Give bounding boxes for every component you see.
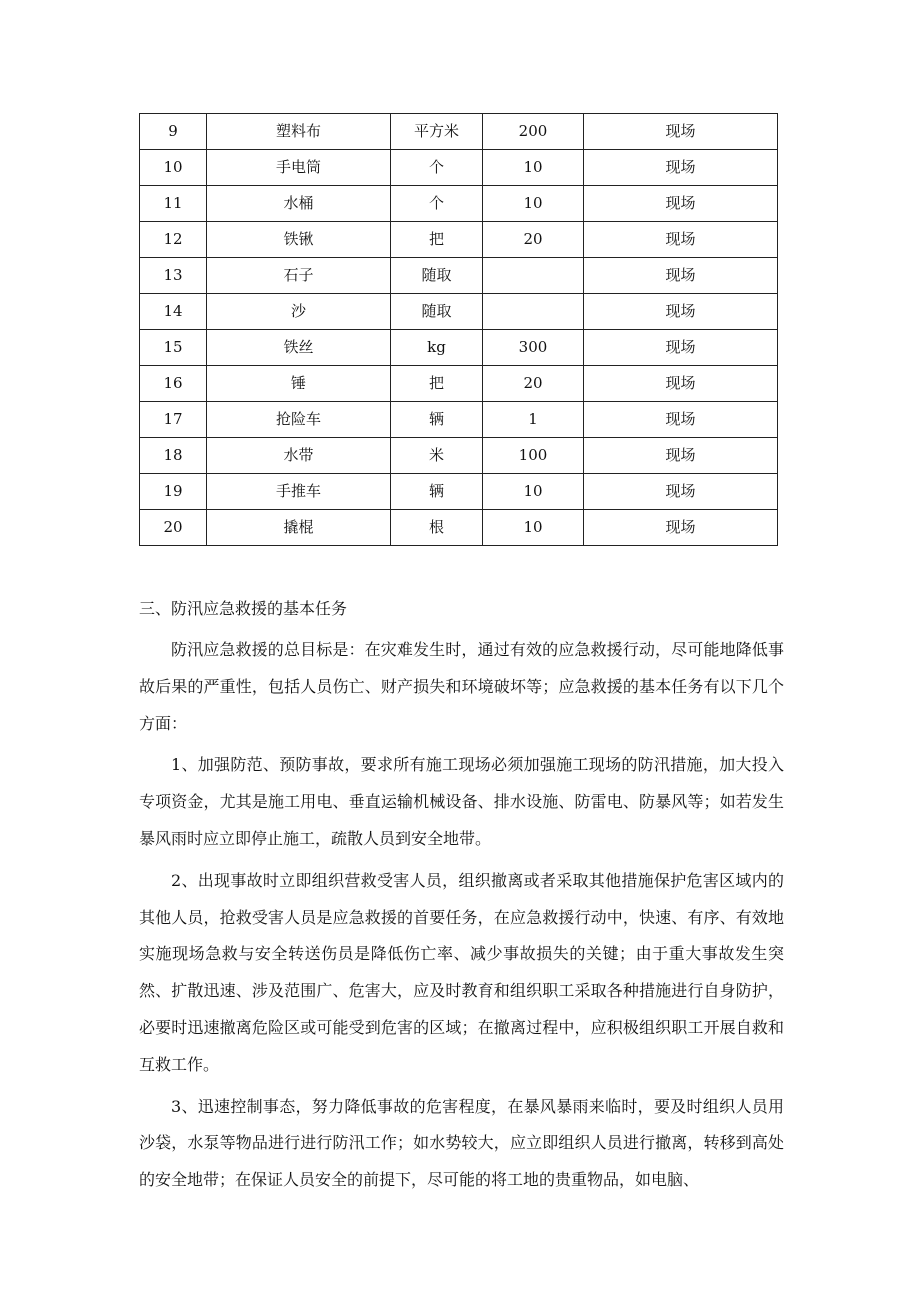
cell-location: 现场 bbox=[584, 114, 778, 150]
cell-unit: 随取 bbox=[391, 258, 483, 294]
cell-item-name: 铁丝 bbox=[207, 330, 391, 366]
cell-unit: 辆 bbox=[391, 402, 483, 438]
cell-item-name: 石子 bbox=[207, 258, 391, 294]
cell-quantity: 20 bbox=[483, 366, 584, 402]
cell-item-name: 手推车 bbox=[207, 474, 391, 510]
table-row bbox=[140, 330, 778, 366]
table-row bbox=[140, 366, 778, 402]
cell-location: 现场 bbox=[584, 510, 778, 546]
cell-quantity: 100 bbox=[483, 438, 584, 474]
table-row bbox=[140, 438, 778, 474]
cell-item-name: 沙 bbox=[207, 294, 391, 330]
cell-location: 现场 bbox=[584, 150, 778, 186]
section-heading: 三、防汛应急救援的基本任务 bbox=[139, 599, 348, 618]
cell-item-name: 铁锹 bbox=[207, 222, 391, 258]
cell-item-name: 水带 bbox=[207, 438, 391, 474]
cell-location: 现场 bbox=[584, 258, 778, 294]
cell-number: 12 bbox=[140, 222, 207, 258]
cell-location: 现场 bbox=[584, 402, 778, 438]
cell-location: 现场 bbox=[584, 222, 778, 258]
cell-location: 现场 bbox=[584, 186, 778, 222]
cell-location: 现场 bbox=[584, 438, 778, 474]
cell-number: 17 bbox=[140, 402, 207, 438]
cell-unit: 米 bbox=[391, 438, 483, 474]
cell-quantity: 10 bbox=[483, 474, 584, 510]
cell-item-name: 塑料布 bbox=[207, 114, 391, 150]
cell-quantity: 10 bbox=[483, 510, 584, 546]
table-row bbox=[140, 258, 778, 294]
cell-location: 现场 bbox=[584, 474, 778, 510]
section-body bbox=[139, 591, 784, 1204]
cell-unit: 把 bbox=[391, 366, 483, 402]
table-row bbox=[140, 222, 778, 258]
table-row bbox=[140, 150, 778, 186]
cell-quantity: 10 bbox=[483, 186, 584, 222]
cell-quantity: 20 bbox=[483, 222, 584, 258]
cell-quantity: 200 bbox=[483, 114, 584, 150]
cell-number: 19 bbox=[140, 474, 207, 510]
paragraph-task-2: 2、出现事故时立即组织营救受害人员，组织撤离或者采取其他措施保护危害区域内的其他人员，抢救受害人员是应急救援的首要任务，在应急救援行动中，快速、有序、有效地实施现场急救与安全转送伤员是降低伤亡率、减少事故损失的关键；由于重大事故发生突然、扩散迅速、涉及范围广、危害大，应及时教育和组织职工采取各种措施进行自身防护，必要时迅速撤离危险区或可能受到危害的区域；在撤离过程中，应积极组织职工开展自救和互救工作。 bbox=[139, 870, 784, 1074]
table-row bbox=[140, 186, 778, 222]
cell-quantity: 10 bbox=[483, 150, 584, 186]
supplies-table-wrapper bbox=[139, 113, 777, 546]
cell-number: 15 bbox=[140, 330, 207, 366]
paragraph-overview: 防汛应急救援的总目标是：在灾难发生时，通过有效的应急救援行动，尽可能地降低事故后果的严重性，包括人员伤亡、财产损失和环境破坏等；应急救援的基本任务有以下几个方面： bbox=[139, 640, 784, 733]
cell-unit: 辆 bbox=[391, 474, 483, 510]
table-row bbox=[140, 474, 778, 510]
cell-number: 18 bbox=[140, 438, 207, 474]
paragraph-task-1: 1、加强防范、预防事故，要求所有施工现场必须加强施工现场的防汛措施，加大投入专项资金，尤其是施工用电、垂直运输机械设备、排水设施、防雷电、防暴风等；如若发生暴风雨时应立即停止施工，疏散人员到安全地带。 bbox=[139, 755, 784, 848]
cell-location: 现场 bbox=[584, 366, 778, 402]
cell-item-name: 水桶 bbox=[207, 186, 391, 222]
table-row bbox=[140, 114, 778, 150]
cell-quantity bbox=[483, 258, 584, 294]
cell-unit: 随取 bbox=[391, 294, 483, 330]
table-row bbox=[140, 294, 778, 330]
cell-number: 9 bbox=[140, 114, 207, 150]
cell-number: 13 bbox=[140, 258, 207, 294]
cell-number: 11 bbox=[140, 186, 207, 222]
cell-unit: 根 bbox=[391, 510, 483, 546]
cell-item-name: 撬棍 bbox=[207, 510, 391, 546]
supplies-table bbox=[139, 113, 778, 546]
cell-item-name: 手电筒 bbox=[207, 150, 391, 186]
cell-quantity: 1 bbox=[483, 402, 584, 438]
cell-quantity bbox=[483, 294, 584, 330]
cell-number: 20 bbox=[140, 510, 207, 546]
cell-unit: 平方米 bbox=[391, 114, 483, 150]
table-row bbox=[140, 402, 778, 438]
cell-location: 现场 bbox=[584, 330, 778, 366]
cell-item-name: 锤 bbox=[207, 366, 391, 402]
cell-item-name: 抢险车 bbox=[207, 402, 391, 438]
cell-unit: 个 bbox=[391, 186, 483, 222]
cell-unit: 把 bbox=[391, 222, 483, 258]
cell-number: 16 bbox=[140, 366, 207, 402]
cell-unit: kg bbox=[391, 330, 483, 366]
cell-unit: 个 bbox=[391, 150, 483, 186]
cell-number: 10 bbox=[140, 150, 207, 186]
cell-number: 14 bbox=[140, 294, 207, 330]
cell-quantity: 300 bbox=[483, 330, 584, 366]
paragraph-task-3: 3、迅速控制事态，努力降低事故的危害程度，在暴风暴雨来临时，要及时组织人员用沙袋，水泵等物品进行进行防汛工作；如水势较大，应立即组织人员进行撤离，转移到高处的安全地带；在保证人员安全的前提下，尽可能的将工地的贵重物品，如电脑、 bbox=[139, 1096, 784, 1190]
table-row bbox=[140, 510, 778, 546]
cell-location: 现场 bbox=[584, 294, 778, 330]
